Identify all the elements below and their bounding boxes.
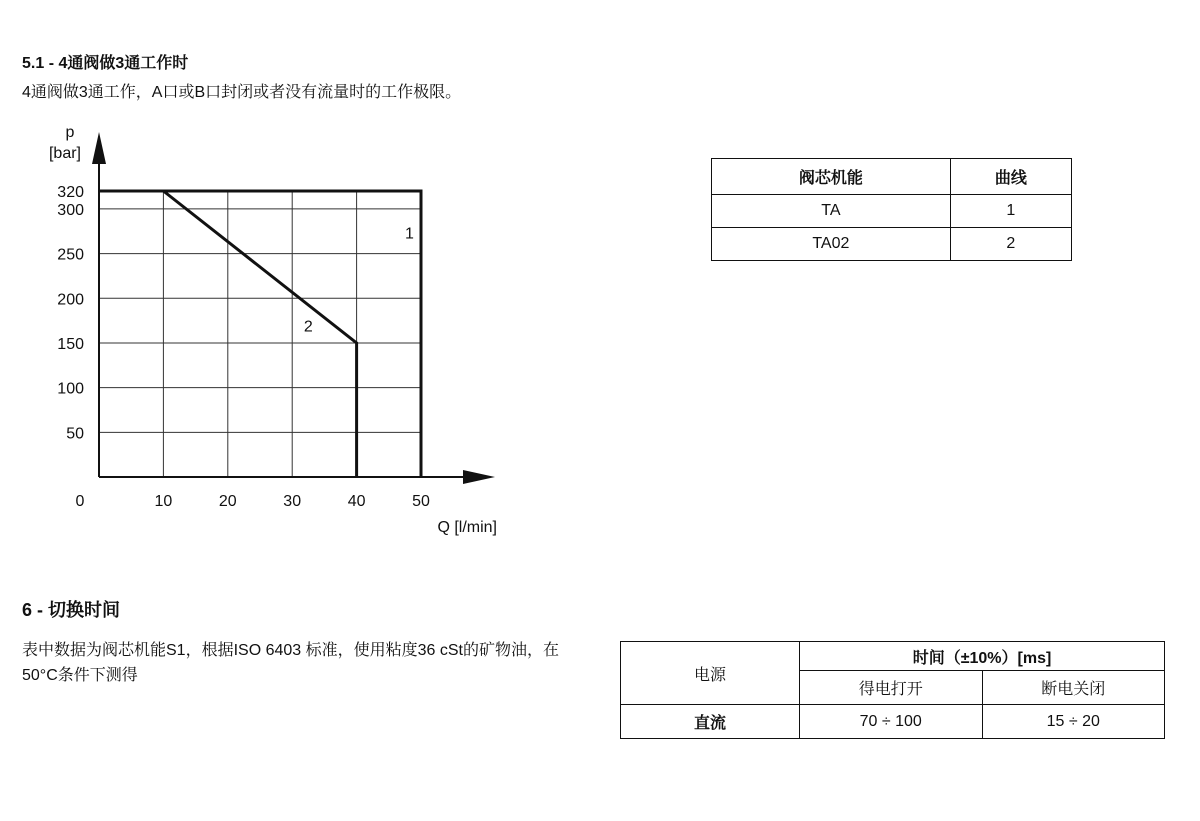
- y-tick-label: 250: [57, 246, 84, 264]
- x-axis-arrow: [463, 470, 495, 484]
- chart-axes: [92, 132, 495, 484]
- table1-cell: TA02: [712, 228, 951, 261]
- curve-label-1: 1: [404, 225, 414, 243]
- y-tick-label: 320: [57, 184, 84, 201]
- x-tick-label: 20: [218, 493, 237, 510]
- y-tick-label: 200: [57, 291, 84, 309]
- y-tick-label: 300: [57, 201, 84, 219]
- table2-dc-label: 直流: [621, 705, 800, 739]
- table-row: [712, 195, 1072, 228]
- table-row: [621, 705, 1165, 739]
- table1-header-spool: 阀芯机能: [712, 159, 951, 195]
- table1-cell: 2: [950, 228, 1071, 261]
- chart-labels: [49, 124, 497, 536]
- table1-cell: TA: [712, 195, 951, 228]
- y-axis-label-unit: [bar]: [48, 145, 82, 162]
- table2-energize-header: 得电打开: [800, 671, 983, 705]
- x-tick-label: 30: [283, 493, 302, 510]
- pressure-flow-chart: [0, 110, 520, 540]
- x-tick-label: 40: [347, 493, 366, 510]
- x-tick-label: 50: [412, 493, 430, 510]
- table2-deenergize-value: 15 ÷ 20: [982, 705, 1165, 739]
- table1-cell: 1: [950, 195, 1071, 228]
- chart-series: [99, 191, 421, 477]
- chart-grid: [99, 191, 421, 477]
- curve-label-2: 2: [303, 318, 313, 336]
- table-row: [712, 228, 1072, 261]
- y-axis-arrow: [92, 132, 106, 164]
- switching-time-table: [620, 641, 1165, 739]
- y-tick-label: 100: [57, 380, 84, 398]
- x-tick-label: 10: [154, 493, 173, 510]
- table2-energize-value: 70 ÷ 100: [800, 705, 983, 739]
- spool-curve-table: [711, 158, 1072, 261]
- y-tick-label: 150: [57, 335, 84, 353]
- section-5-1-text: 4通阀做3通工作，A口或B口封闭或者没有流量时的工作极限。: [22, 84, 462, 101]
- curve-1-line: [99, 191, 421, 477]
- x-tick-label: 0: [75, 493, 85, 510]
- table2-time-header: 时间（±10%）[ms]: [800, 642, 1165, 671]
- y-tick-label: 50: [66, 425, 84, 443]
- y-axis-label-p: p: [65, 124, 75, 141]
- table1-header-curve: 曲线: [950, 159, 1071, 195]
- section-6-heading: 6 - 切换时间: [22, 600, 121, 620]
- section-6-text: 表中数据为阀芯机能S1，根据ISO 6403 标准，使用粘度36 cSt的矿物油，在50°C条件下测得: [22, 642, 559, 684]
- curve-2-line: [163, 191, 356, 477]
- section-5-1-heading: 5.1 - 4通阀做3通工作时: [22, 55, 189, 72]
- x-axis-label: Q [l/min]: [437, 519, 497, 536]
- table2-power-header: 电源: [621, 642, 800, 705]
- table2-deenergize-header: 断电关闭: [982, 671, 1165, 705]
